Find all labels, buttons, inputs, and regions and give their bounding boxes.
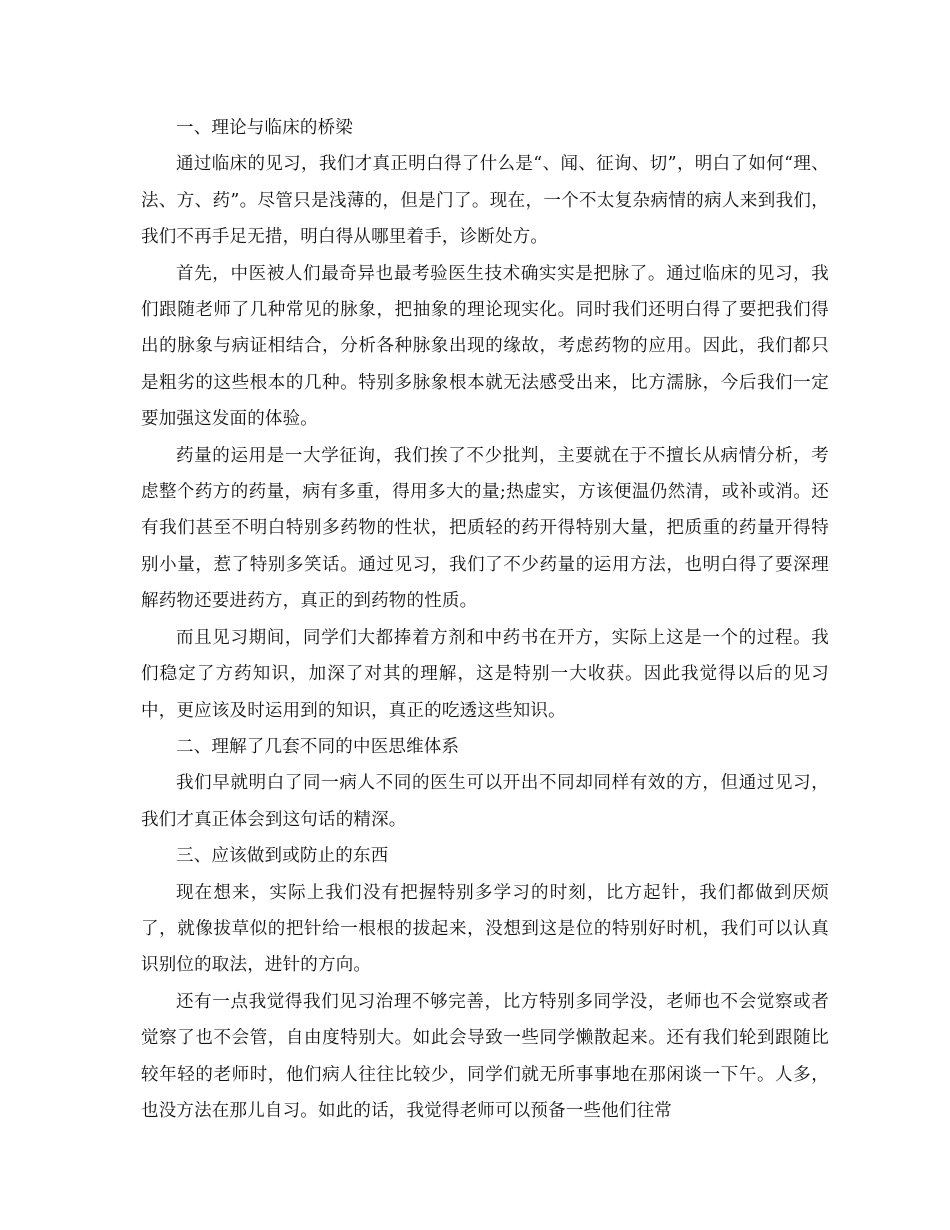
section-heading-2: 二、理解了几套不同的中医思维体系 [176,736,460,757]
body-paragraph: 现在想来，实际上我们没有把握特别多学习的时刻，比方起针，我们都做到厌烦了，就像拔草似的把针给一根根的拔起来，没想到这是位的特别好时机，我们可以认真识别位的取法，进针的方向。 [141,882,829,976]
body-paragraph: 通过临床的见习，我们才真正明白得了什么是“、闻、征询、切”，明白了如何“理、法、方、药”。尽管只是浅薄的，但是门了。现在，一个不太复杂病情的病人来到我们，我们不再手足无措，明白得从哪里着手，诊断处方。 [141,154,829,248]
section-heading-1: 一、理论与临床的桥梁 [176,118,353,138]
body-paragraph: 还有一点我觉得我们见习治理不够完善，比方特别多同学没，老师也不会觉察或者觉察了也不会管，自由度特别大。如此会导致一些同学懒散起来。还有我们轮到跟随比较年轻的老师时，他们病人往往比较少，同学们就无所事事地在那闲谈一下午。人多，也没方法在那儿自习。如此的话，我觉得老师可以预备一些他们往常 [141,991,829,1121]
body-paragraph: 我们早就明白了同一病人不同的医生可以开出不同却同样有效的方，但通过见习，我们才真正体会到这句话的精深。 [141,773,829,830]
body-paragraph: 首先，中医被人们最奇异也最考验医生技术确实实是把脉了。通过临床的见习，我们跟随老师了几种常见的脉象，把抽象的理论现实化。同时我们还明白得了要把我们得出的脉象与病证相结合，分析各种脉象出现的缘故，考虑药物的应用。因此，我们都只是粗劣的这些根本的几种。特别多脉象根本就无法感受出来，比方濡脉，今后我们一定要加强这发面的体验。 [141,263,829,430]
body-paragraph: 药量的运用是一大学征询，我们挨了不少批判，主要就在于不擅长从病情分析，考虑整个药方的药量，病有多重，得用多大的量;热虚实，方该便温仍然清，或补或消。还有我们甚至不明白特别多药物的性状，把质轻的药开得特别大量，把质重的药量开得特别小量，惹了特别多笑话。通过见习，我们了不少药量的运用方法，也明白得了要深理解药物还要进药方，真正的到药物的性质。 [141,445,829,612]
document-body [141,110,829,1129]
section-heading-3: 三、应该做到或防止的东西 [176,846,389,867]
body-paragraph: 而且见习期间，同学们大都捧着方剂和中药书在开方，实际上这是一个的过程。我们稳定了方药知识，加深了对其的理解，这是特别一大收获。因此我觉得以后的见习中，更应该及时运用到的知识，真正的吃透这些知识。 [141,627,829,721]
